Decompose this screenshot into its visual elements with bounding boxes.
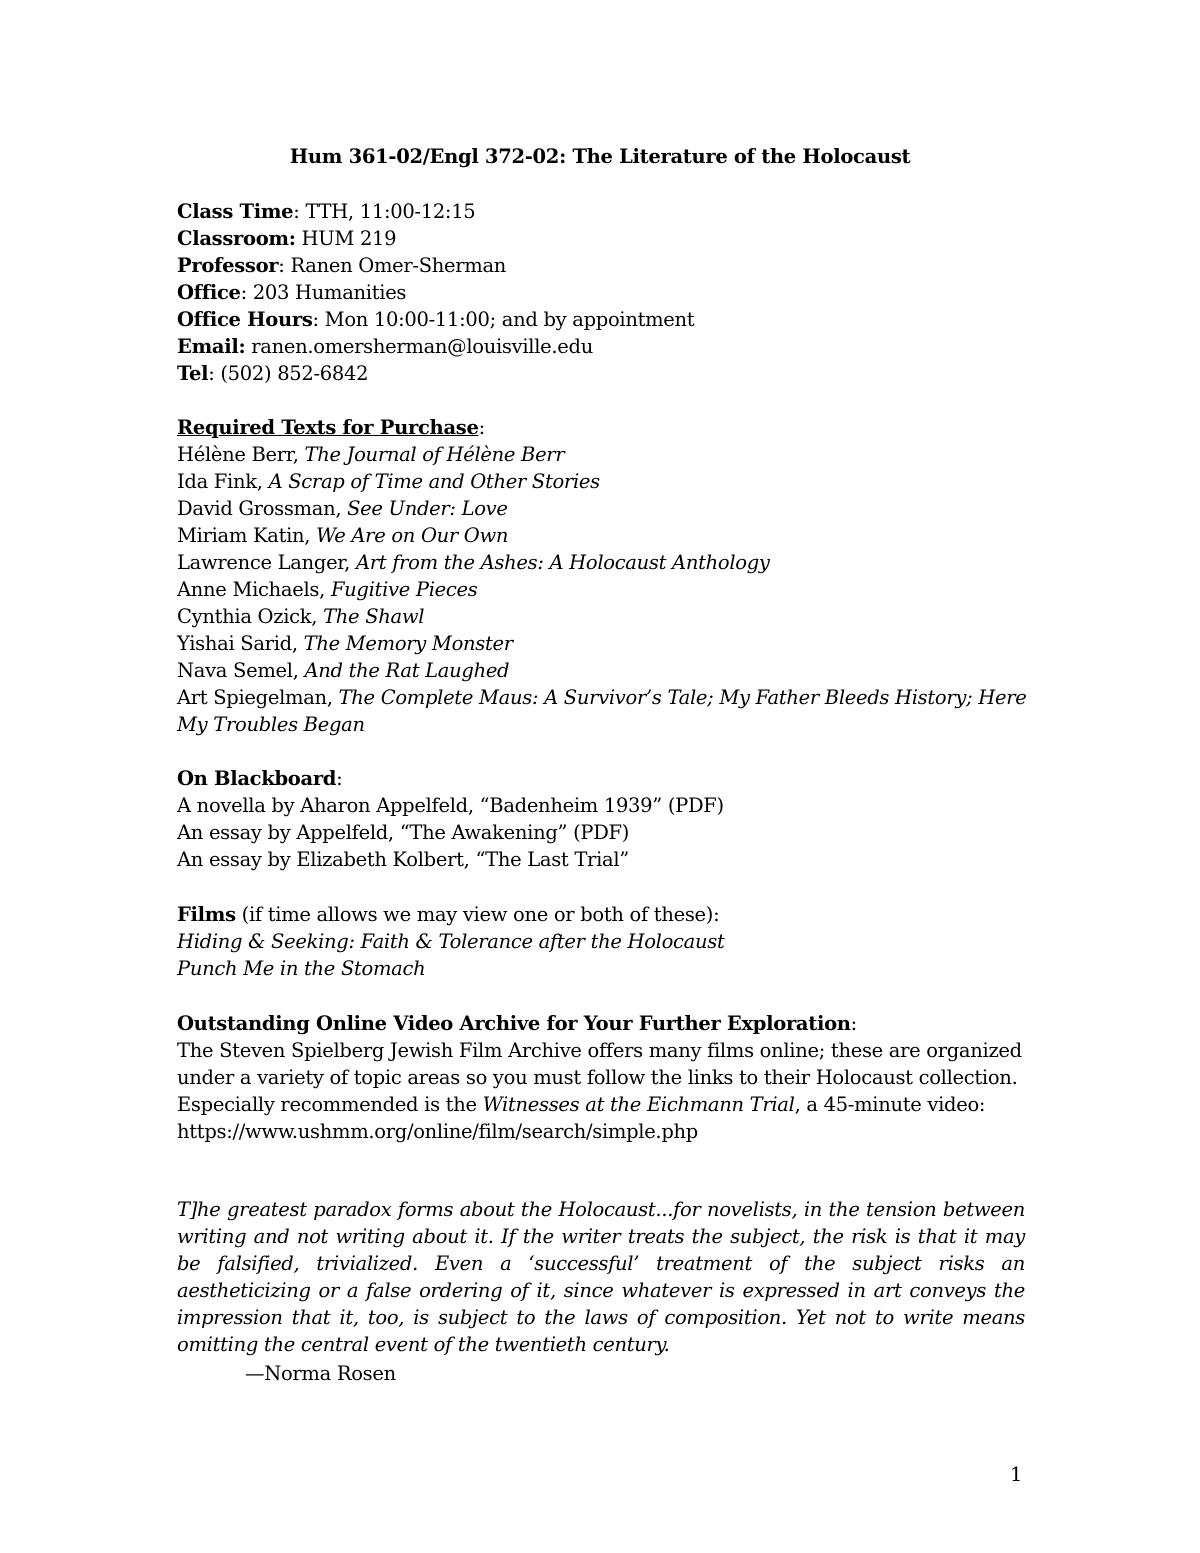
list-item: Art Spiegelman, The Complete Maus: A Survivor’s Tale; My Father Bleeds History; Here (177, 686, 1027, 709)
info-office: Office: 203 Humanities (177, 281, 407, 304)
list-item: Punch Me in the Stomach (177, 957, 426, 980)
info-office-hours: Office Hours: Mon 10:00-11:00; and by appointment (177, 308, 695, 331)
list-item: Ida Fink, A Scrap of Time and Other Stories (177, 470, 600, 493)
list-item: Lawrence Langer, Art from the Ashes: A Holocaust Anthology (177, 551, 770, 574)
required-texts-heading: Required Texts for Purchase: (177, 416, 485, 439)
video-archive-section (177, 1010, 1027, 1145)
films-heading: Films (if time allows we may view one or both of these): (177, 903, 720, 926)
course-info (177, 198, 1027, 387)
blackboard-readings (177, 765, 1027, 873)
list-item: Hiding & Seeking: Faith & Tolerance after the Holocaust (177, 930, 725, 953)
films-section (177, 901, 1027, 982)
list-item: A novella by Aharon Appelfeld, “Badenheim 1939” (PDF) (177, 794, 724, 817)
list-item: Cynthia Ozick, The Shawl (177, 605, 425, 628)
quote-text: T]he greatest paradox forms about the Holocaust...for novelists, in the tension between writing and not writing about it. If the writer treats the subject, the risk is that it may be falsified, trivialized. Even a ‘successful’ treatment of the subject risks an aestheticizing or a false ordering of it, since whatever is expressed in art conveys the impression that it, too, is subject to the laws of composition. Yet not to write means omitting the central event of the twentieth century. (177, 1198, 1025, 1356)
info-professor: Professor: Ranen Omer-Sherman (177, 254, 507, 277)
list-item: An essay by Elizabeth Kolbert, “The Last Trial” (177, 848, 629, 871)
list-item: Nava Semel, And the Rat Laughed (177, 659, 510, 682)
quote-attribution: —Norma Rosen (245, 1362, 396, 1385)
epigraph-quote (177, 1196, 1025, 1358)
list-item: Anne Michaels, Fugitive Pieces (177, 578, 478, 601)
archive-url-link[interactable]: https://www.ushmm.org/online/film/search/simple.php (177, 1120, 698, 1143)
required-texts (177, 414, 1027, 738)
info-class-time: Class Time: TTH, 11:00-12:15 (177, 200, 476, 223)
list-item: Hélène Berr, The Journal of Hélène Berr (177, 443, 565, 466)
list-item: David Grossman, See Under: Love (177, 497, 508, 520)
page-number: 1 (1010, 1463, 1023, 1486)
list-item: An essay by Appelfeld, “The Awakening” (PDF) (177, 821, 630, 844)
list-item: Miriam Katin, We Are on Our Own (177, 524, 509, 547)
archive-heading: Outstanding Online Video Archive for Your Further Exploration: (177, 1012, 857, 1035)
archive-text: under a variety of topic areas so you must follow the links to their Holocaust collection. (177, 1066, 1018, 1089)
info-classroom: Classroom: HUM 219 (177, 227, 397, 250)
list-item-continuation: My Troubles Began (177, 713, 365, 736)
info-email: Email: ranen.omersherman@louisville.edu (177, 335, 593, 358)
archive-text: Especially recommended is the Witnesses at the Eichmann Trial, a 45-minute video: (177, 1093, 986, 1116)
info-tel: Tel: (502) 852-6842 (177, 362, 369, 385)
list-item: Yishai Sarid, The Memory Monster (177, 632, 513, 655)
blackboard-heading: On Blackboard: (177, 767, 343, 790)
archive-text: The Steven Spielberg Jewish Film Archive offers many films online; these are organized (177, 1039, 1022, 1062)
course-title: Hum 361-02/Engl 372-02: The Literature of the Holocaust (289, 145, 911, 168)
